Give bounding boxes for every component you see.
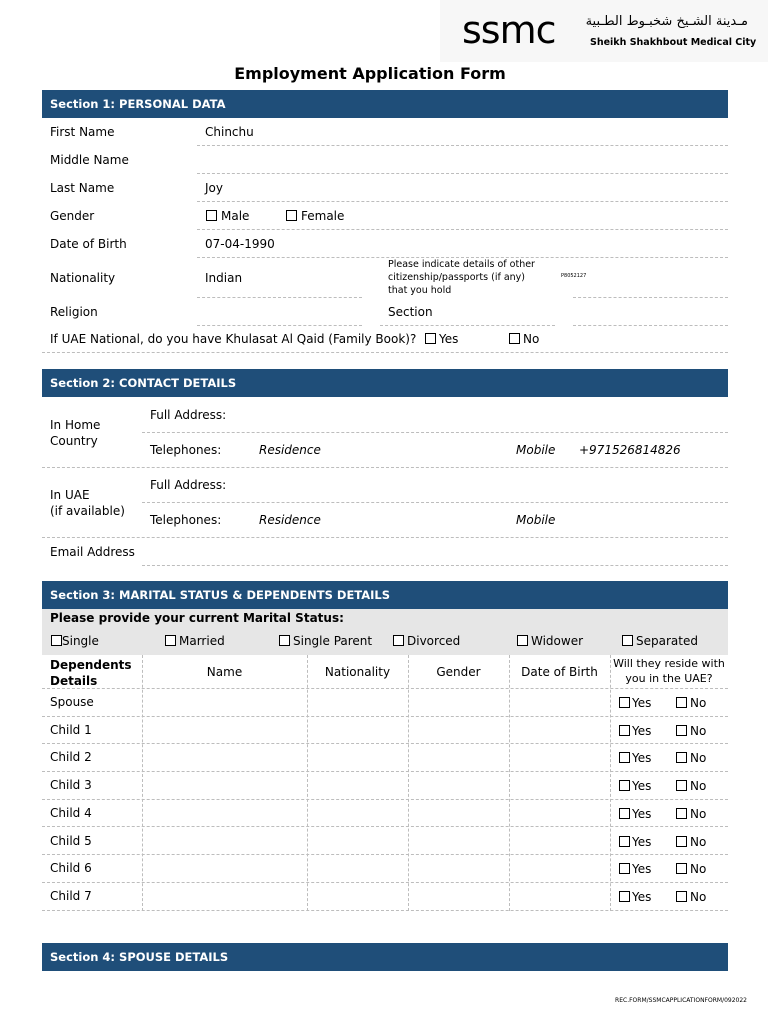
- middle-name-label: Middle Name: [50, 153, 129, 167]
- last-name-field[interactable]: Joy: [205, 181, 223, 195]
- home-mobile-field[interactable]: +971526814826: [579, 443, 681, 457]
- uae-mobile-label: Mobile: [516, 513, 556, 527]
- nationality-field[interactable]: Indian: [205, 271, 243, 285]
- dependents-header-line: Details: [50, 674, 98, 688]
- page-title: Employment Application Form: [234, 64, 506, 83]
- divider: [573, 325, 728, 326]
- reside-yes-label: Yes: [632, 696, 652, 710]
- row-label: Child 1: [50, 722, 92, 737]
- reside-yes-label: Yes: [632, 751, 652, 766]
- reside-yes-label: Yes: [632, 834, 652, 849]
- logo: [440, 0, 768, 62]
- status-single-parent-checkbox[interactable]: [279, 635, 290, 646]
- table-row: [42, 772, 728, 800]
- divider: [142, 502, 728, 503]
- marital-status-prompt: Please provide your current Marital Status:: [50, 611, 344, 625]
- other-citizenship-label: [388, 258, 535, 297]
- row-label: Child 5: [50, 833, 92, 848]
- status-widower-checkbox[interactable]: [517, 635, 528, 646]
- reside-no-checkbox[interactable]: [676, 891, 687, 902]
- home-residence-label: Residence: [259, 443, 321, 457]
- email-label: Email Address: [50, 545, 135, 559]
- col-gender-header: Gender: [436, 665, 481, 679]
- nationality-label: Nationality: [50, 271, 116, 285]
- reside-no-checkbox[interactable]: [676, 863, 687, 874]
- table-row: [42, 744, 728, 772]
- home-country-line: Country: [50, 434, 98, 448]
- divider: [197, 145, 728, 146]
- reside-no-label: No: [690, 806, 707, 821]
- reside-no-checkbox[interactable]: [676, 725, 687, 736]
- status-divorced-checkbox[interactable]: [393, 635, 404, 646]
- reside-yes-checkbox[interactable]: [619, 891, 630, 902]
- footer-code: REC.FORM/SSMCAPPLICATIONFORM/092022: [615, 997, 747, 1004]
- family-book-yes-label: Yes: [439, 332, 459, 346]
- other-citizenship-line: Please indicate details of other: [388, 259, 535, 270]
- first-name-label: First Name: [50, 125, 115, 139]
- reside-no-label: No: [690, 834, 707, 849]
- uae-address-label: Full Address:: [150, 478, 227, 492]
- row-label: Child 4: [50, 805, 92, 820]
- reside-no-label: No: [690, 723, 707, 738]
- reside-header-line: you in the UAE?: [625, 672, 713, 685]
- reside-yes-checkbox[interactable]: [619, 836, 630, 847]
- table-row: [42, 800, 728, 828]
- first-name-field[interactable]: Chinchu: [205, 125, 254, 139]
- divider: [42, 352, 728, 353]
- reside-no-label: No: [690, 862, 707, 877]
- reside-no-label: No: [690, 751, 707, 766]
- divider: [142, 432, 728, 433]
- section2-header: Section 2: CONTACT DETAILS: [42, 369, 728, 397]
- section3-header: Section 3: MARITAL STATUS & DEPENDENTS DETAILS: [42, 581, 728, 609]
- row-label: Child 2: [50, 750, 92, 765]
- status-divorced-label: Divorced: [407, 634, 461, 648]
- status-single-parent-label: Single Parent: [293, 634, 373, 648]
- family-book-no-label: No: [523, 332, 540, 346]
- row-label: Child 3: [50, 778, 92, 793]
- passport-field[interactable]: P8052127: [561, 273, 587, 279]
- gender-male-label: Male: [221, 209, 250, 223]
- reside-yes-checkbox[interactable]: [619, 780, 630, 791]
- dependents-header: [50, 657, 132, 689]
- status-married-checkbox[interactable]: [165, 635, 176, 646]
- section4-header: Section 4: SPOUSE DETAILS: [42, 943, 728, 971]
- col-name-header: Name: [206, 665, 243, 679]
- home-address-label: Full Address:: [150, 408, 227, 422]
- other-citizenship-line: that you hold: [388, 285, 452, 296]
- last-name-label: Last Name: [50, 181, 115, 195]
- reside-yes-checkbox[interactable]: [619, 697, 630, 708]
- status-single-checkbox[interactable]: [51, 635, 62, 646]
- religion-label: Religion: [50, 305, 98, 319]
- status-single-label: Single: [62, 634, 99, 648]
- divider: [380, 325, 555, 326]
- reside-yes-label: Yes: [632, 862, 652, 877]
- divider: [197, 201, 728, 202]
- family-book-yes-checkbox[interactable]: [425, 333, 436, 344]
- section1-header: Section 1: PERSONAL DATA: [42, 90, 728, 118]
- table-row: [42, 689, 728, 717]
- dependents-table-body: [42, 689, 728, 911]
- row-label: Child 7: [50, 888, 92, 903]
- uae-line: (if available): [50, 504, 125, 518]
- table-row: [42, 883, 728, 911]
- table-row: [42, 855, 728, 883]
- reside-no-label: No: [690, 779, 707, 794]
- uae-address-group-label: [50, 487, 125, 519]
- table-row: [42, 828, 728, 856]
- reside-header-line: Will they reside with: [613, 657, 725, 670]
- family-book-no-checkbox[interactable]: [509, 333, 520, 344]
- logo-arabic: مـدينة الشـيخ شخبـوط الطـبية: [585, 14, 748, 29]
- divider: [197, 173, 728, 174]
- uae-residence-label: Residence: [259, 513, 321, 527]
- col-reside-header: [610, 656, 728, 686]
- divider: [42, 537, 728, 538]
- reside-yes-label: Yes: [632, 806, 652, 821]
- status-separated-checkbox[interactable]: [622, 635, 633, 646]
- section-label: Section: [388, 305, 433, 319]
- divider: [573, 297, 728, 298]
- home-mobile-label: Mobile: [516, 443, 556, 457]
- reside-no-checkbox[interactable]: [676, 697, 687, 708]
- status-separated-label: Separated: [636, 634, 698, 648]
- reside-yes-label: Yes: [632, 779, 652, 794]
- reside-yes-checkbox[interactable]: [619, 863, 630, 874]
- divider: [197, 325, 362, 326]
- reside-no-label: No: [690, 696, 707, 710]
- dependents-header-line: Dependents: [50, 658, 132, 672]
- divider: [42, 467, 728, 468]
- logo-wordmark: ssmc: [462, 8, 556, 52]
- gender-female-label: Female: [301, 209, 345, 223]
- gender-label: Gender: [50, 209, 95, 223]
- reside-yes-checkbox[interactable]: [619, 725, 630, 736]
- email-field[interactable]: [142, 565, 728, 566]
- gender-female-checkbox[interactable]: [286, 210, 297, 221]
- uae-telephones-label: Telephones:: [150, 513, 222, 527]
- table-row: [42, 717, 728, 745]
- reside-yes-label: Yes: [632, 723, 652, 738]
- row-label: Child 6: [50, 861, 92, 876]
- divider: [197, 229, 728, 230]
- logo-english: Sheikh Shakhbout Medical City: [590, 37, 757, 48]
- reside-no-checkbox[interactable]: [676, 780, 687, 791]
- reside-no-checkbox[interactable]: [676, 808, 687, 819]
- reside-no-checkbox[interactable]: [676, 752, 687, 763]
- other-citizenship-line: citizenship/passports (if any): [388, 272, 525, 283]
- dob-label: Date of Birth: [50, 237, 127, 251]
- reside-no-checkbox[interactable]: [676, 836, 687, 847]
- divider: [197, 297, 362, 298]
- reside-yes-checkbox[interactable]: [619, 808, 630, 819]
- home-country-line: In Home: [50, 418, 101, 432]
- status-widower-label: Widower: [531, 634, 584, 648]
- home-country-label: [50, 417, 100, 449]
- reside-no-label: No: [690, 889, 707, 904]
- row-label: Spouse: [50, 695, 94, 709]
- dob-field[interactable]: 07-04-1990: [205, 237, 275, 251]
- home-telephones-label: Telephones:: [150, 443, 222, 457]
- status-married-label: Married: [179, 634, 225, 648]
- col-dob-header: Date of Birth: [521, 665, 598, 679]
- col-nationality-header: Nationality: [324, 665, 391, 679]
- gender-male-checkbox[interactable]: [206, 210, 217, 221]
- reside-yes-label: Yes: [632, 889, 652, 904]
- family-book-question: If UAE National, do you have Khulasat Al Qaid (Family Book)?: [50, 332, 417, 346]
- reside-yes-checkbox[interactable]: [619, 752, 630, 763]
- uae-line: In UAE: [50, 488, 90, 502]
